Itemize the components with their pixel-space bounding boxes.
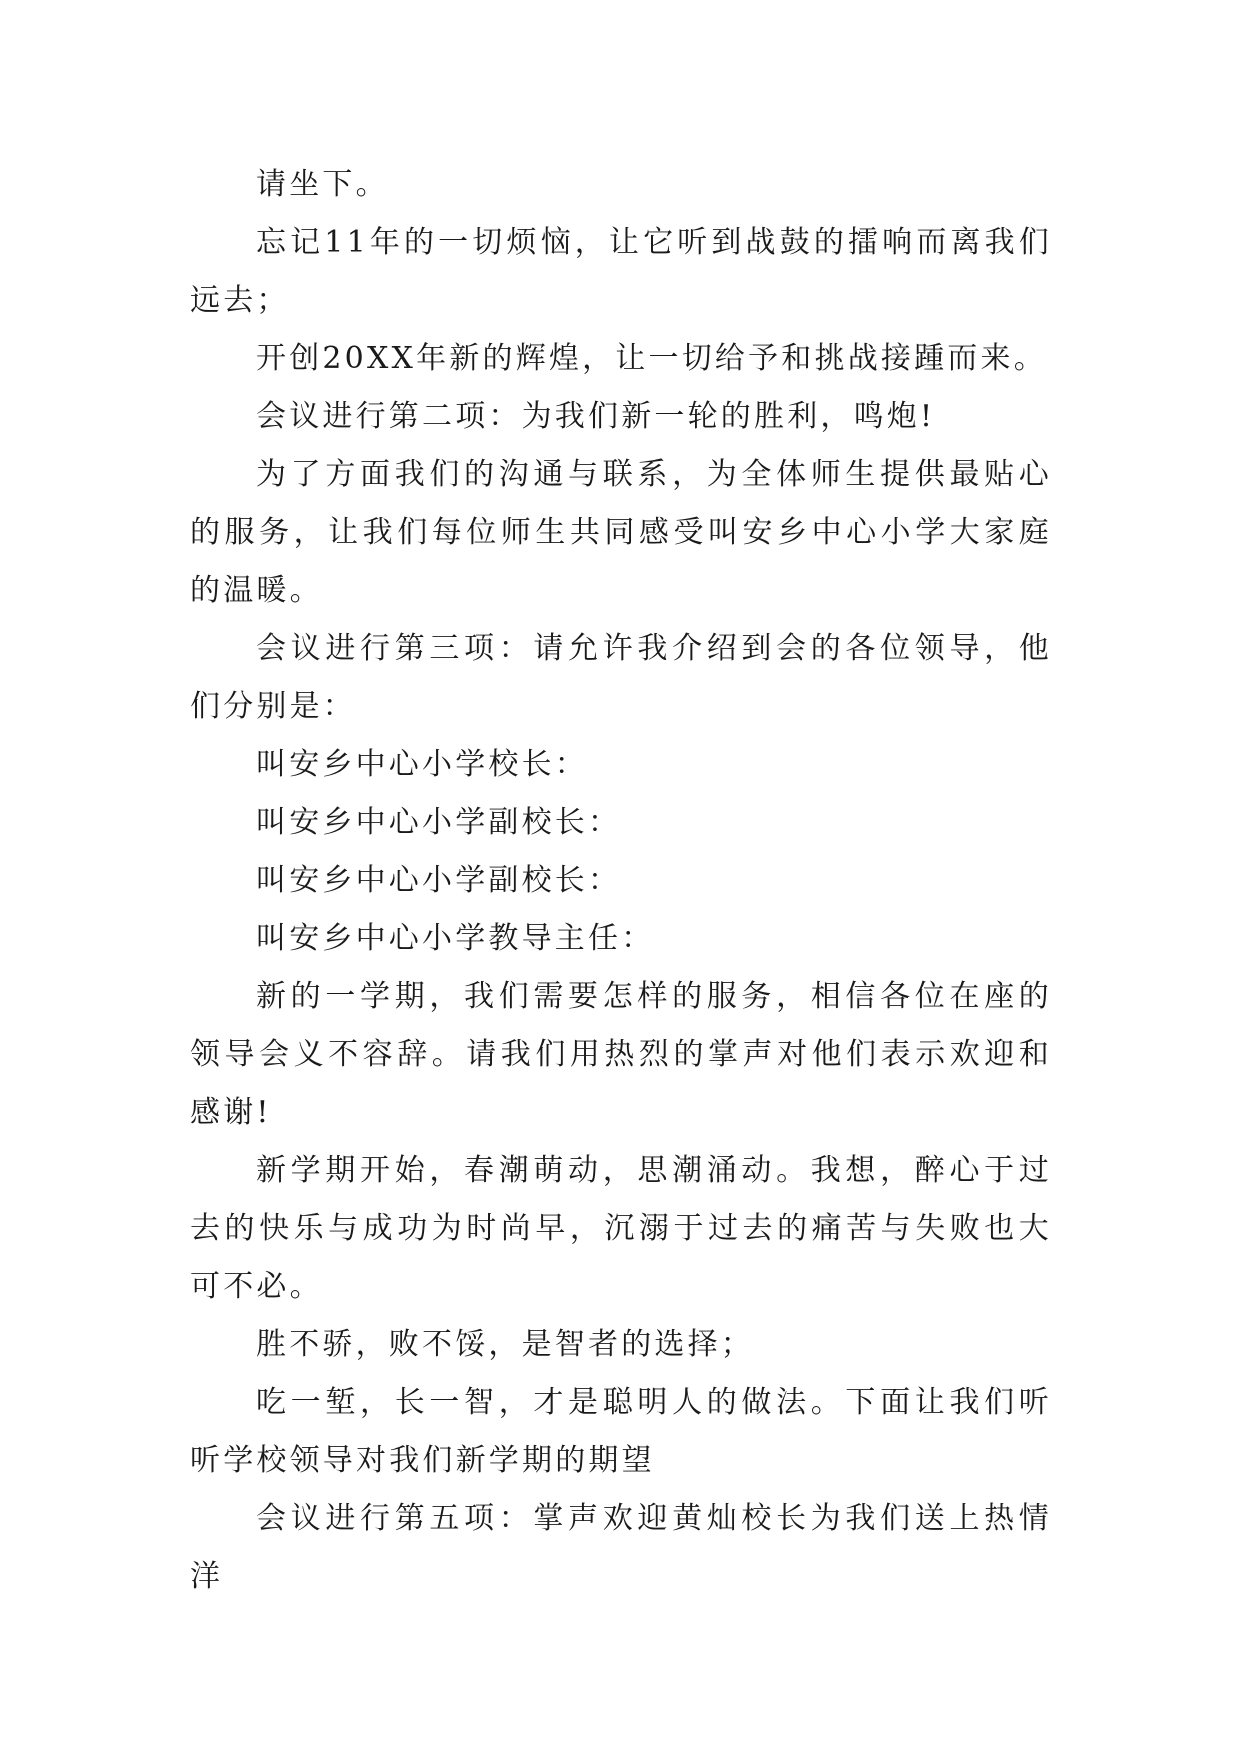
paragraph-3: 开创20XX年新的辉煌，让一切给予和挑战接踵而来。	[256, 341, 1047, 376]
paragraph-1: 请坐下。	[256, 167, 389, 202]
paragraph-8: 叫安乡中心小学副校长：	[256, 805, 622, 840]
paragraph-13: 胜不骄，败不馁，是智者的选择；	[256, 1327, 754, 1362]
paragraph-10: 叫安乡中心小学教导主任：	[256, 921, 655, 956]
paragraph-15: 会议进行第五项：掌声欢迎黄灿校长为我们送上热情洋	[190, 1501, 1052, 1594]
paragraph-12: 新学期开始，春潮萌动，思潮涌动。我想，醉心于过去的快乐与成功为时尚早，沉溺于过去的痛苦与失败也大可不必。	[190, 1153, 1052, 1304]
paragraph-11: 新的一学期，我们需要怎样的服务，相信各位在座的领导会义不容辞。请我们用热烈的掌声对他们表示欢迎和感谢!	[190, 979, 1052, 1130]
paragraph-4: 会议进行第二项：为我们新一轮的胜利，鸣炮!	[256, 399, 936, 434]
document-body	[190, 156, 1052, 1606]
paragraph-6: 会议进行第三项：请允许我介绍到会的各位领导，他们分别是：	[190, 631, 1052, 724]
paragraph-7: 叫安乡中心小学校长：	[256, 747, 588, 782]
paragraph-5: 为了方面我们的沟通与联系，为全体师生提供最贴心的服务，让我们每位师生共同感受叫安乡中心小学大家庭的温暖。	[190, 457, 1052, 608]
paragraph-14: 吃一堑，长一智，才是聪明人的做法。下面让我们听听学校领导对我们新学期的期望	[190, 1385, 1052, 1478]
paragraph-9: 叫安乡中心小学副校长：	[256, 863, 622, 898]
paragraph-2: 忘记11年的一切烦恼，让它听到战鼓的擂响而离我们远去；	[190, 225, 1052, 318]
